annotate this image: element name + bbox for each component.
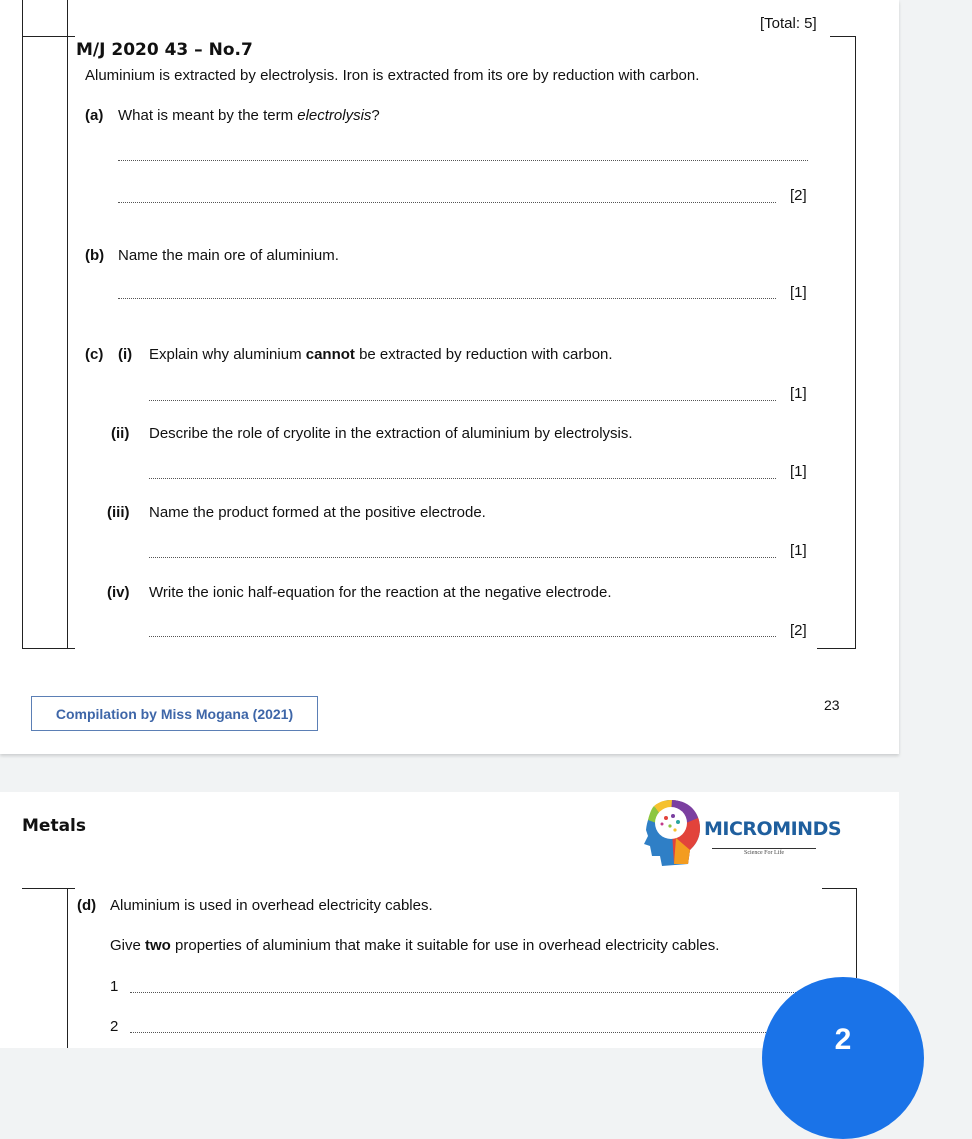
marks: [2] (790, 187, 807, 204)
microminds-logo (640, 798, 842, 870)
total-marks: [Total: 5] (760, 15, 817, 32)
margin-line (67, 888, 68, 1048)
answer-line[interactable] (149, 478, 776, 479)
question-d-text: Aluminium is used in overhead electricity cables. (110, 897, 433, 914)
head-logo-icon (640, 798, 704, 868)
answer-line[interactable] (118, 202, 776, 203)
part-label: (iii) (107, 504, 130, 521)
text: be extracted by reduction with carbon. (354, 346, 613, 363)
margin-line (22, 648, 75, 649)
question-title: M/J 2020 43 – No.7 (76, 40, 253, 60)
question-cii-text: Describe the role of cryolite in the extraction of aluminium by electrolysis. (149, 425, 633, 442)
text: What is meant by the term (118, 107, 298, 124)
text: cannot (305, 346, 355, 363)
marks: [2] (790, 622, 807, 639)
part-label: (c) (85, 346, 104, 363)
margin-line (817, 648, 856, 649)
margin-line (22, 36, 75, 37)
answer-line[interactable] (149, 557, 776, 558)
question-intro: Aluminium is extracted by electrolysis. Iron is extracted from its ore by reduction with carbon. (85, 67, 700, 84)
part-label: (b) (85, 247, 105, 264)
part-label: (d) (77, 897, 97, 914)
part-label: (ii) (111, 425, 130, 442)
marks: [1] (790, 542, 807, 559)
question-d-instruction (110, 937, 719, 954)
page-indicator-label: 2 (834, 1023, 852, 1056)
logo-tagline: Science For Life (744, 850, 784, 856)
answer-line[interactable] (149, 400, 776, 401)
margin-line (22, 0, 23, 648)
page-header: Metals (22, 816, 86, 836)
text: two (145, 937, 171, 954)
margin-line (22, 888, 75, 889)
page-indicator-button[interactable] (762, 977, 924, 1139)
answer-number: 1 (110, 978, 119, 995)
text: Explain why aluminium (149, 346, 306, 363)
margin-line (856, 888, 857, 978)
question-civ-text: Write the ionic half-equation for the reaction at the negative electrode. (149, 584, 612, 601)
margin-line (830, 36, 856, 37)
footer-credit-text: Compilation by Miss Mogana (2021) (55, 705, 294, 722)
margin-line (822, 888, 857, 889)
marks: [1] (790, 385, 807, 402)
answer-line[interactable] (130, 992, 800, 993)
question-ciii-text: Name the product formed at the positive electrode. (149, 504, 486, 521)
margin-line (855, 36, 856, 648)
logo-text: MICROMINDS (704, 818, 842, 840)
answer-number: 2 (110, 1018, 119, 1035)
text: ? (371, 107, 380, 124)
part-label: (iv) (107, 584, 130, 601)
answer-line[interactable] (118, 298, 776, 299)
part-label: (i) (118, 346, 133, 363)
question-ci-text (149, 346, 613, 363)
text: electrolysis (297, 107, 372, 124)
footer-credit (31, 696, 318, 731)
margin-line (67, 0, 68, 648)
question-a-text (118, 107, 380, 124)
page-number: 23 (824, 697, 840, 713)
answer-line[interactable] (149, 636, 776, 637)
marks: [1] (790, 284, 807, 301)
answer-line[interactable] (118, 160, 808, 161)
text: properties of aluminium that make it suitable for use in overhead electricity cables. (170, 937, 720, 954)
text: Give (110, 937, 146, 954)
part-label: (a) (85, 107, 104, 124)
question-b-text: Name the main ore of aluminium. (118, 247, 339, 264)
marks: [1] (790, 463, 807, 480)
answer-line[interactable] (130, 1032, 770, 1033)
document-page-24 (0, 792, 899, 1048)
